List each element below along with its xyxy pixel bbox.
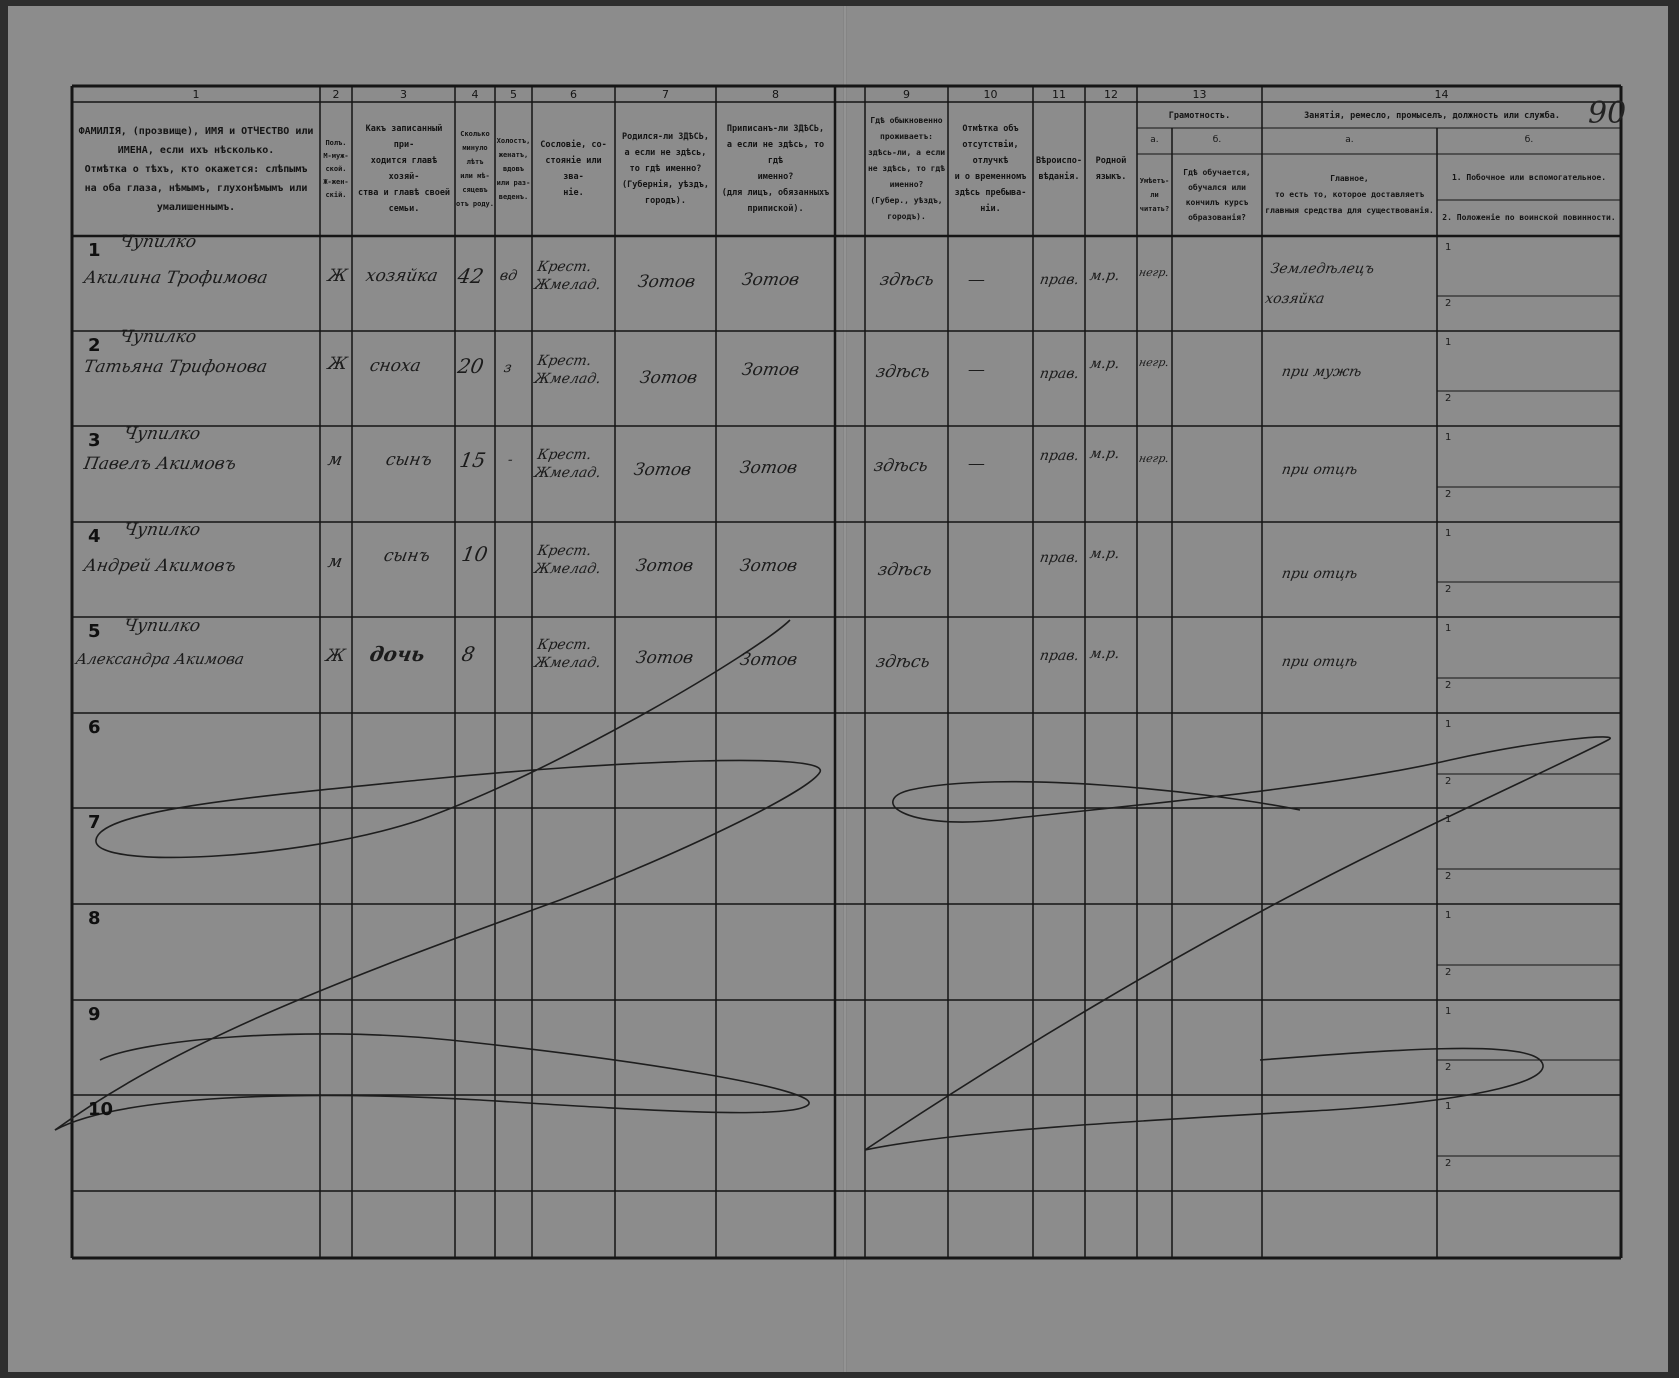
entry-estate: Крест. Жмелад. bbox=[533, 543, 603, 577]
entry-age: 10 bbox=[459, 542, 490, 566]
column-number: 11 bbox=[1052, 88, 1066, 101]
entry-religion: прав. bbox=[1038, 448, 1081, 464]
entry-marital: з bbox=[502, 360, 514, 376]
cancel-flourish bbox=[55, 620, 1610, 1150]
column-number: 7 bbox=[662, 88, 669, 101]
entry-occupation: при отцѣ bbox=[1280, 654, 1359, 670]
entry-absence: — bbox=[966, 454, 987, 474]
entry-literacy: негр. bbox=[1137, 356, 1171, 369]
header-secondary-occupation: 1. Побочное или вспомогательное. bbox=[1451, 173, 1607, 182]
sub-mark: 2 bbox=[1445, 1062, 1452, 1073]
entry-absence: — bbox=[966, 270, 987, 290]
entry-registration: Зотов bbox=[740, 360, 801, 380]
sub-mark: 1 bbox=[1445, 719, 1452, 730]
sub-mark: 2 bbox=[1445, 298, 1452, 309]
entry-registration: Зотов bbox=[738, 650, 799, 670]
entry-relation: сноха bbox=[368, 356, 423, 376]
column-number: 10 bbox=[983, 88, 998, 101]
column-number: 13 bbox=[1192, 88, 1207, 101]
entry-registration: Зотов bbox=[740, 270, 801, 290]
sub-mark: 1 bbox=[1445, 1006, 1452, 1017]
entry-residence: здѣсь bbox=[876, 560, 934, 580]
sub-mark: 2 bbox=[1445, 393, 1452, 404]
entry-surname: Чупилко bbox=[122, 424, 202, 444]
entry-estate: Крест. Жмелад. bbox=[533, 447, 603, 481]
sub-mark: 2 bbox=[1445, 1158, 1452, 1169]
column-number: 9 bbox=[903, 88, 910, 101]
entry-residence: здѣсь bbox=[878, 270, 936, 290]
entry-relation: дочь bbox=[367, 642, 427, 666]
sub-mark: 1 bbox=[1445, 814, 1452, 825]
row-number: 8 bbox=[88, 908, 101, 929]
header-occupation-a-letter: а. bbox=[1345, 135, 1354, 145]
sub-mark: 1 bbox=[1445, 528, 1452, 539]
entry-religion: прав. bbox=[1038, 272, 1081, 288]
entry-marital: - bbox=[506, 452, 515, 468]
entry-occupation: Земледѣлецъ хозяйка bbox=[1263, 261, 1376, 307]
entry-occupation: при мужѣ bbox=[1280, 364, 1363, 380]
entry-language: м.р. bbox=[1088, 546, 1121, 562]
sub-mark: 2 bbox=[1445, 489, 1452, 500]
header-name: ФАМИЛІЯ, (прозвище), ИМЯ и ОТЧЕСТВО или ИМЕНА, если ихъ нѣсколько. Отмѣтка о тѣхъ, кто окажется: слѣпымъ на оба глаза, нѣмымъ, глухонѣмымъ или умалишеннымъ. bbox=[78, 125, 314, 213]
entry-age: 20 bbox=[455, 354, 486, 378]
sub-mark: 1 bbox=[1445, 1101, 1452, 1112]
entry-sex: Ж bbox=[326, 266, 349, 286]
entry-birthplace: Зотов bbox=[634, 556, 695, 576]
entry-age: 8 bbox=[459, 642, 477, 666]
entry-sex: Ж bbox=[324, 646, 347, 666]
header-main-occupation: Главное, то есть то, которое доставляетъ главныя средства для существованія. bbox=[1265, 174, 1434, 215]
column-number: 3 bbox=[400, 88, 407, 101]
entry-birthplace: Зотов bbox=[636, 272, 697, 292]
entry-occupation: при отцѣ bbox=[1280, 462, 1359, 478]
header-occupation: Занятія, ремесло, промыселъ, должность или служба. bbox=[1304, 111, 1560, 121]
entry-relation: сынъ bbox=[382, 546, 432, 566]
header-estate: Сословіе, со- стояніе или зва- ніе. bbox=[540, 140, 607, 198]
column-number: 6 bbox=[570, 88, 577, 101]
entry-birthplace: Зотов bbox=[634, 648, 695, 668]
entry-marital: вд bbox=[498, 268, 519, 284]
row-number: 10 bbox=[88, 1099, 114, 1120]
header-registration: Приписанъ-ли ЗДѢСЬ, а если не здѣсь, то гдѣ именно? (для лицъ, обязанныхъ припиской). bbox=[721, 124, 830, 214]
entry-registration: Зотов bbox=[738, 556, 799, 576]
header-literacy-b-letter: б. bbox=[1212, 135, 1222, 145]
entry-language: м.р. bbox=[1088, 446, 1121, 462]
entry-sex: м bbox=[326, 552, 344, 572]
column-number: 14 bbox=[1434, 88, 1449, 101]
sub-mark: 1 bbox=[1445, 242, 1452, 253]
entry-sex: Ж bbox=[326, 354, 349, 374]
entry-language: м.р. bbox=[1088, 356, 1121, 372]
entry-occupation: при отцѣ bbox=[1280, 566, 1359, 582]
entry-language: м.р. bbox=[1088, 646, 1121, 662]
entry-birthplace: Зотов bbox=[638, 368, 699, 388]
sub-mark: 2 bbox=[1445, 871, 1452, 882]
header-occupation-b-letter: б. bbox=[1524, 135, 1534, 145]
entry-religion: прав. bbox=[1038, 550, 1081, 566]
row-number: 6 bbox=[88, 717, 101, 738]
header-age: Сколько минуло лѣтъ или мѣ- сяцевъ отъ роду. bbox=[456, 130, 494, 208]
row-number: 1 bbox=[88, 240, 101, 261]
sub-mark: 1 bbox=[1445, 623, 1452, 634]
column-number: 2 bbox=[332, 88, 340, 101]
entry-surname: Чупилко bbox=[118, 232, 198, 252]
entry-relation: сынъ bbox=[384, 450, 434, 470]
entry-relation: хозяйка bbox=[364, 266, 440, 286]
header-relation: Какъ записанный при- ходится главѣ хозяй- ства и главѣ своей семьи. bbox=[357, 124, 451, 214]
column-number: 1 bbox=[192, 88, 200, 101]
entry-given-names: Акилина Трофимова bbox=[82, 268, 270, 288]
entry-estate: Крест. Жмелад. bbox=[533, 353, 603, 387]
entry-given-names: Андрей Акимовъ bbox=[82, 556, 238, 576]
entry-registration: Зотов bbox=[738, 458, 799, 478]
entry-residence: здѣсь bbox=[874, 362, 932, 382]
header-birthplace: Родился-ли ЗДѢСЬ, а если не здѣсь, то гдѣ именно? (Губернія, уѣздъ, городъ). bbox=[622, 132, 709, 206]
sub-mark: 2 bbox=[1445, 776, 1452, 787]
header-literacy: Грамотность. bbox=[1168, 111, 1231, 121]
column-number: 4 bbox=[471, 88, 479, 101]
header-absence: Отмѣтка объ отсутствіи, отлучкѣ и о временномъ здѣсь пребыва- ніи. bbox=[954, 124, 1027, 214]
entry-literacy: негр. bbox=[1137, 452, 1171, 465]
entry-surname: Чупилко bbox=[122, 616, 202, 636]
header-religion: Вѣроиспо- вѣданія. bbox=[1035, 156, 1083, 182]
header-marital: Холостъ, женатъ, вдовъ или раз- веденъ. bbox=[496, 137, 531, 201]
sub-mark: 1 bbox=[1445, 432, 1452, 443]
header-sex: Полъ. М-муж- ской. Ж-жен- скій. bbox=[323, 138, 349, 199]
sub-mark: 1 bbox=[1445, 910, 1452, 921]
entry-age: 15 bbox=[457, 448, 488, 472]
entry-language: м.р. bbox=[1088, 268, 1121, 284]
entry-residence: здѣсь bbox=[874, 652, 932, 672]
entry-surname: Чупилко bbox=[118, 327, 198, 347]
page-number: 90 bbox=[1588, 96, 1627, 131]
sub-mark: 2 bbox=[1445, 680, 1452, 691]
row-number: 4 bbox=[88, 526, 101, 547]
entry-residence: здѣсь bbox=[872, 456, 930, 476]
entry-surname: Чупилко bbox=[122, 520, 202, 540]
row-number: 9 bbox=[88, 1004, 101, 1025]
entry-age: 42 bbox=[455, 264, 486, 288]
entry-estate: Крест. Жмелад. bbox=[533, 259, 603, 293]
column-number: 5 bbox=[510, 88, 517, 101]
entry-literacy: негр. bbox=[1137, 266, 1171, 279]
row-number: 3 bbox=[88, 430, 101, 451]
entry-absence: — bbox=[966, 360, 987, 380]
entry-birthplace: Зотов bbox=[632, 460, 693, 480]
header-education: Гдѣ обучается, обучался или кончилъ курсъ образованія? bbox=[1183, 168, 1251, 222]
column-number: 8 bbox=[772, 88, 779, 101]
column-number: 12 bbox=[1104, 88, 1118, 101]
entry-estate: Крест. Жмелад. bbox=[533, 637, 603, 671]
row-number: 2 bbox=[88, 335, 101, 356]
sub-mark: 2 bbox=[1445, 584, 1452, 595]
header-language: Родной языкъ. bbox=[1095, 156, 1127, 182]
entry-religion: прав. bbox=[1038, 648, 1081, 664]
header-literacy-a-letter: а. bbox=[1150, 135, 1159, 145]
row-number: 7 bbox=[88, 812, 101, 833]
sub-mark: 1 bbox=[1445, 337, 1452, 348]
entry-sex: м bbox=[326, 450, 344, 470]
entry-religion: прав. bbox=[1038, 366, 1081, 382]
entry-given-names: Татьяна Трифонова bbox=[82, 357, 269, 377]
entry-given-names: Александра Акимова bbox=[74, 650, 246, 668]
header-can-read: Умѣетъ- ли читать? bbox=[1139, 177, 1170, 213]
header-residence: Гдѣ обыкновенно проживаетъ: здѣсь-ли, а если не здѣсь, то гдѣ именно? (Губер., уѣздъ, городъ). bbox=[867, 116, 946, 221]
header-military-status: 2. Положеніе по воинской повинности. bbox=[1442, 213, 1616, 222]
sub-mark: 2 bbox=[1445, 967, 1452, 978]
row-number: 5 bbox=[88, 621, 101, 642]
entry-given-names: Павелъ Акимовъ bbox=[82, 454, 238, 474]
